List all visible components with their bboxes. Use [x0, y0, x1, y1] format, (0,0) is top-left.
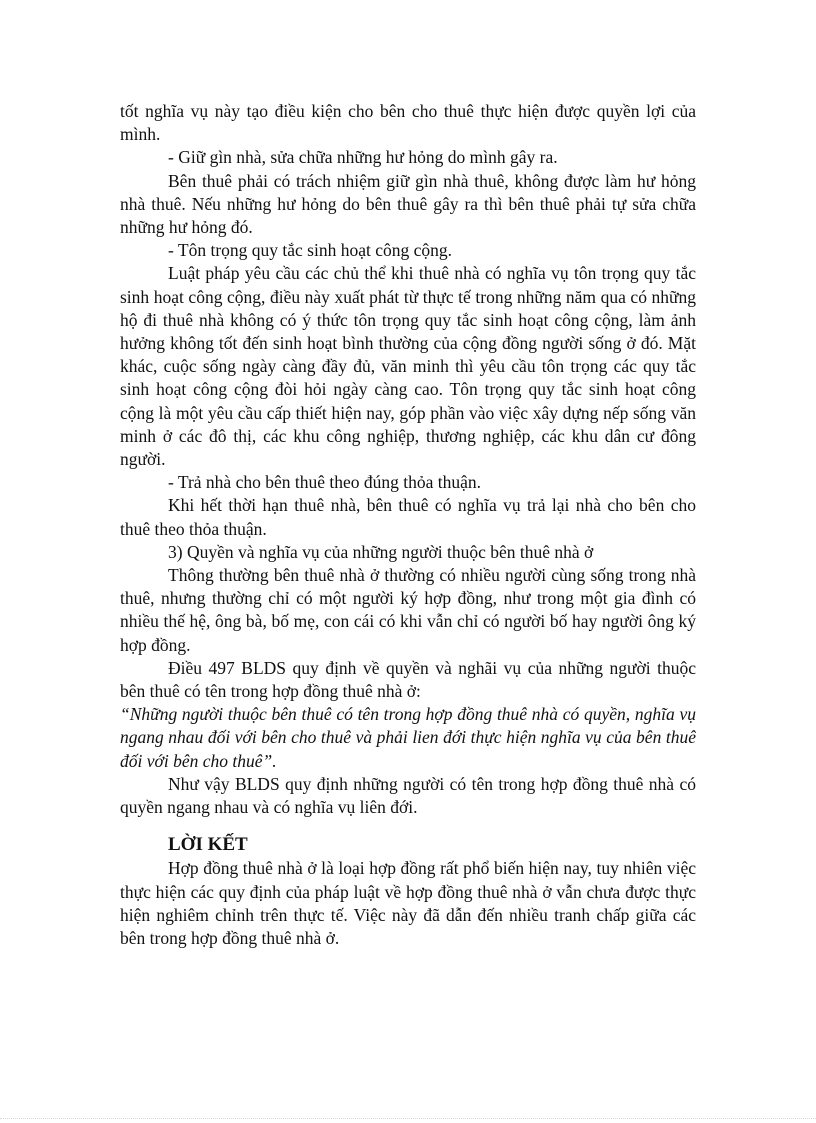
bullet-public-rules: - Tôn trọng quy tắc sinh hoạt công cộng.	[168, 240, 452, 261]
paragraph-conclusion-rights: Như vậy BLDS quy định những người có tên trong hợp đồng thuê nhà có quyền ngang nhau và có nghĩa vụ liên đới.	[120, 773, 696, 818]
paragraph-public-rules: Luật pháp yêu cầu các chủ thể khi thuê nhà có nghĩa vụ tôn trọng quy tắc sinh hoạt công cộng, điều này xuất phát từ thực tế trong những năm qua có những hộ đi thuê nhà không có ý thức tôn trọng quy tắc sinh hoạt công cộng, làm ảnh hưởng không tốt đến sinh hoạt bình thường của cộng đồng người sống ở đó. Mặt khác, cuộc sống ngày càng đầy đủ, văn minh thì yêu cầu tôn trọng các quy tắc sinh hoạt công cộng đòi hỏi ngày càng cao. Tôn trọng quy tắc sinh hoạt công cộng là một yêu cầu cấp thiết hiện nay, góp phần vào việc xây dựng nếp sống văn minh ở các đô thị, các khu công nghiệp, thương nghiệp, các khu dân cư đông người.	[120, 263, 696, 470]
page-bottom-divider	[0, 1118, 816, 1119]
bullet-return-house: - Trả nhà cho bên thuê theo đúng thỏa thuận.	[168, 472, 482, 493]
section-heading-rights: 3) Quyền và nghĩa vụ của những người thuộc bên thuê nhà ở	[168, 541, 594, 562]
paragraph-article-497: Điều 497 BLDS quy định về quyền và nghãi vụ của những người thuộc bên thuê có tên trong hợp đồng thuê nhà ở:	[120, 657, 696, 702]
closing-heading: LỜI KẾT	[168, 834, 248, 856]
closing-paragraph: Hợp đồng thuê nhà ở là loại hợp đồng rất phổ biến hiện nay, tuy nhiên việc thực hiện các quy định của pháp luật về hợp đồng thuê nhà ở vẫn chưa được thực hiện nghiêm chỉnh trên thực tế. Việc này đã dẫn đến nhiều tranh chấp giữa các bên trong hợp đồng thuê nhà ở.	[120, 858, 696, 948]
bullet-keep-house: - Giữ gìn nhà, sửa chữa những hư hỏng do mình gây ra.	[168, 147, 558, 168]
paragraph-household: Thông thường bên thuê nhà ở thường có nhiều người cùng sống trong nhà thuê, nhưng thường chỉ có một người ký hợp đồng, như trong một gia đình có nhiều thế hệ, ông bà, bố mẹ, con cái có khi vẫn chỉ có người bố hay người ông ký hợp đồng.	[120, 565, 696, 655]
quote-article-497: “Những người thuộc bên thuê có tên trong hợp đồng thuê nhà có quyền, nghĩa vụ ngang nhau đối với bên cho thuê và phải lien đới thực hiện nghĩa vụ của bên thuê đối với bên cho thuê”.	[120, 704, 696, 771]
paragraph-return-house: Khi hết thời hạn thuê nhà, bên thuê có nghĩa vụ trả lại nhà cho bên cho thuê theo thỏa thuận.	[120, 495, 696, 539]
document-page	[120, 100, 696, 950]
paragraph-continuation: tốt nghĩa vụ này tạo điều kiện cho bên cho thuê thực hiện được quyền lợi của mình.	[120, 101, 696, 145]
paragraph-keep-house: Bên thuê phải có trách nhiệm giữ gìn nhà thuê, không được làm hư hỏng nhà thuê. Nếu những hư hỏng do bên thuê gây ra thì bên thuê phải tự sửa chữa những hư hỏng đó.	[120, 170, 696, 238]
